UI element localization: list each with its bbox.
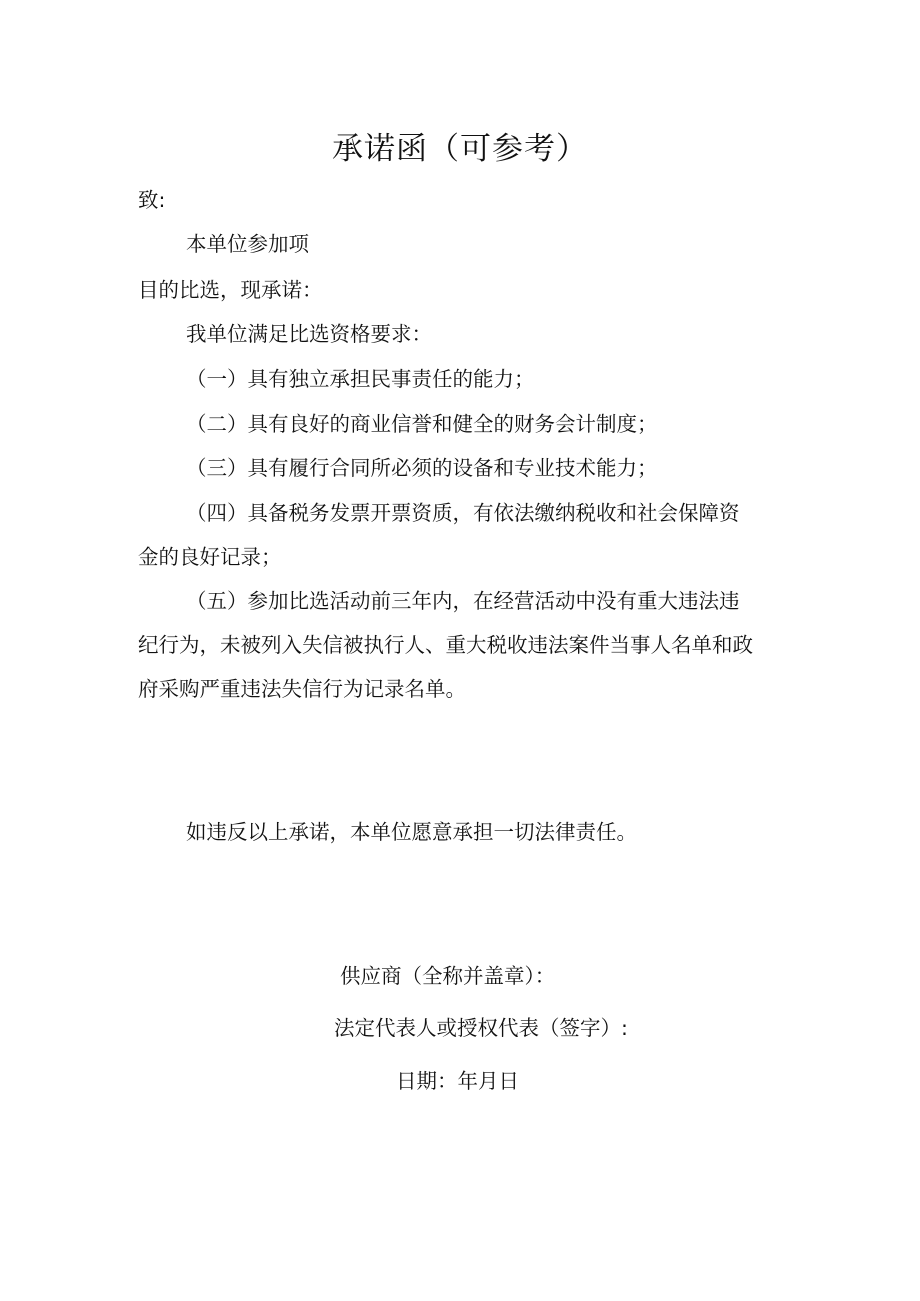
requirement-item-4-line-1: （四）具备税务发票开票资质，有依法缴纳税收和社会保障资 — [186, 501, 740, 525]
closing-statement: 如违反以上承诺，本单位愿意承担一切法律责任。 — [186, 820, 637, 844]
requirement-item-3: （三）具有履行合同所必须的设备和专业技术能力； — [186, 456, 658, 480]
requirement-item-1: （一）具有独立承担民事责任的能力； — [186, 367, 535, 391]
requirement-item-5-line-3: 府采购严重违法失信行为记录名单。 — [138, 677, 466, 701]
representative-signature-label: 法定代表人或授权代表（签字）: — [334, 1016, 628, 1040]
document-title: 承诺函（可参考） — [332, 131, 588, 167]
requirement-item-5-line-1: （五）参加比选活动前三年内，在经营活动中没有重大违法违 — [186, 589, 740, 613]
requirement-item-2: （二）具有良好的商业信誉和健全的财务会计制度； — [186, 412, 658, 436]
supplier-signature-label: 供应商（全称并盖章）： — [340, 964, 556, 988]
salutation: 致: — [138, 188, 166, 212]
requirements-heading: 我单位满足比选资格要求： — [186, 322, 432, 346]
requirement-item-4-line-2: 金的良好记录； — [138, 545, 282, 569]
requirement-item-5-line-2: 纪行为，未被列入失信被执行人、重大税收违法案件当事人名单和政 — [138, 633, 753, 657]
intro-line-2: 目的比选，现承诺： — [138, 278, 323, 302]
date-label: 日期：年月日 — [396, 1069, 519, 1093]
intro-line-1: 本单位参加项 — [186, 232, 309, 256]
